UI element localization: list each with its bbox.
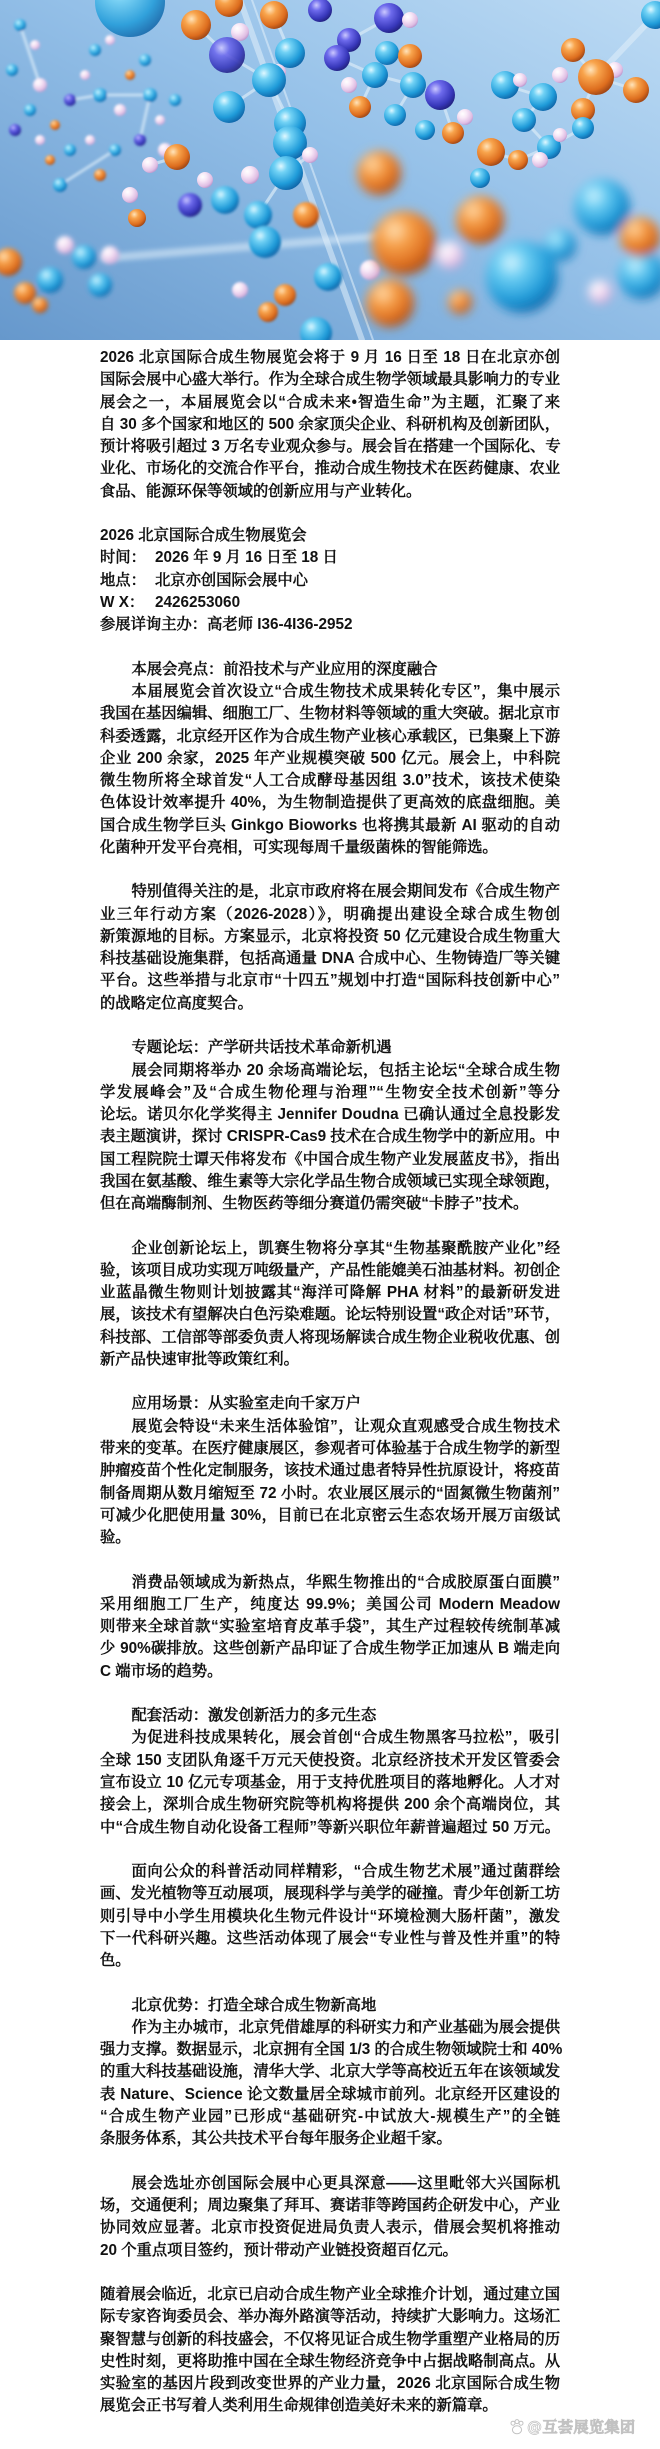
atom	[529, 83, 557, 111]
text-line: 消费品领域成为新热点，华熙生物推出的“合成胶原蛋白面膜”	[131, 1573, 560, 1591]
atom	[30, 40, 40, 50]
atom	[275, 38, 305, 68]
text-line: 画、发光植物等互动展项，展现科学与美学的碰撞。青少年创新工坊	[100, 1885, 560, 1903]
atom	[72, 245, 96, 269]
spacer	[100, 1972, 560, 1994]
info-row-venue	[100, 570, 560, 592]
text-line: 新策源地的目标。方案显示，北京将投资 50 亿元建设合成生物重大	[100, 927, 560, 945]
atom	[258, 302, 278, 322]
atom	[35, 135, 45, 145]
atom	[513, 73, 527, 87]
text-line: 带来的变革。在医疗健康展区，参观者可体验基于合成生物学的新型	[100, 1440, 560, 1458]
atom	[578, 59, 614, 95]
text-line: 展会同期将举办 20 余场高端论坛，包括主论坛“全球合成生物	[131, 1061, 560, 1079]
atom	[508, 150, 528, 170]
atom	[142, 157, 158, 173]
spacer	[100, 503, 560, 525]
text-line: 自 30 多个国家和地区的 500 余家顶尖企业、科研机构及创新团队，	[100, 415, 560, 433]
watermark-text: @互荟展览集团	[527, 2418, 636, 2436]
text-line: 聚智慧与创新的科技盛会，不仅将见证合成生物学重塑产业格局的历	[100, 2330, 560, 2348]
atom	[169, 94, 181, 106]
section-highlights	[100, 659, 560, 1015]
section-heading: 北京优势：打造全球合成生物新高地	[131, 1996, 377, 2014]
atom	[128, 209, 146, 227]
text-line: 为促进科技成果转化，展会首创“合成生物黑客马拉松”，吸引	[131, 1729, 560, 1747]
intro-paragraph	[100, 347, 560, 503]
paragraph	[100, 1060, 560, 1216]
atom	[349, 96, 371, 118]
text-line: 国合成生物学巨头 Ginkgo Bioworks 也将携其最新 AI 驱动的自动	[100, 816, 560, 834]
atom	[114, 104, 126, 116]
atom	[553, 128, 567, 142]
spacer	[100, 636, 560, 658]
atom	[366, 279, 414, 327]
atom	[252, 63, 286, 97]
spacer	[100, 2262, 560, 2284]
section-applications	[100, 1393, 560, 1682]
atom	[143, 88, 157, 102]
atom	[470, 168, 490, 188]
atom	[588, 280, 612, 304]
atom	[415, 120, 435, 140]
section-forums	[100, 1037, 560, 1371]
atom	[532, 152, 548, 168]
atom	[14, 282, 36, 304]
atom	[244, 201, 272, 229]
atom	[273, 126, 307, 160]
atom	[181, 10, 211, 40]
atom	[155, 115, 165, 125]
atom	[197, 172, 213, 188]
paragraph	[100, 1238, 560, 1372]
text-line: 接会上，深圳合成生物研究院等机构将提供 200 余个高端岗位，其	[100, 1796, 560, 1814]
atom	[491, 71, 519, 99]
info-row-contact	[100, 614, 560, 636]
atom	[402, 12, 418, 28]
atom	[164, 144, 190, 170]
paragraph	[100, 1416, 560, 1550]
atom	[101, 246, 119, 264]
atom	[456, 196, 504, 244]
text-line: 制备周期从数月缩短至 72 小时。农业展区展示的“固氮微生物菌剂”	[100, 1484, 560, 1502]
info-label: 时间：	[100, 549, 146, 567]
atom	[232, 282, 248, 298]
atom	[109, 144, 121, 156]
text-line: 面向公众的科普活动同样精彩，“合成生物艺术展”通过菌群绘	[131, 1863, 560, 1881]
text-line: 本届展览会首次设立“合成生物技术成果转化专区”，集中展示	[131, 682, 560, 700]
text-line: 验，该项目成功实现万吨级量产，产品性能媲美石油基材料。初创企	[100, 1261, 560, 1279]
atom	[384, 104, 406, 126]
spacer	[100, 1683, 560, 1705]
atom	[6, 64, 18, 76]
atom	[89, 44, 101, 56]
info-label: 地点：	[100, 571, 146, 589]
text-line: 则带来全球首款“实验室培育皮革手袋”，其生产过程较传统制革减	[100, 1618, 560, 1636]
atom	[105, 35, 115, 45]
spacer	[100, 1015, 560, 1037]
text-line: 中“合成生物自动化设备工程师”等新兴职位年薪普遍超过 50 万元。	[100, 1818, 560, 1836]
text-line: 展览会正书写着人类利用生命规律创造美好未来的新篇章。	[100, 2397, 498, 2415]
text-line: 协同效应显著。北京市投资促进局负责人表示，借展会契机将推动	[100, 2219, 560, 2237]
atom	[93, 88, 107, 102]
section-heading: 应用场景：从实验室走向千家万户	[131, 1395, 361, 1413]
text-line: 则引导中小学生用模块化生物元件设计“环境检测大肠杆菌”，激发	[100, 1907, 560, 1925]
info-value: 2026 年 9 月 16 日至 18 日	[155, 549, 338, 567]
text-line: 肿瘤疫苗个性化定制服务，该技术通过患者特异性抗原设计，将疫苗	[100, 1462, 560, 1480]
atom	[125, 70, 135, 80]
text-line: 食品、能源环保等领域的创新应用与产业转化。	[100, 482, 422, 500]
atom	[64, 94, 76, 106]
text-line: 化菌种开发平台亮相，可实现每周千量级菌株的智能筛选。	[100, 838, 498, 856]
spacer	[100, 2151, 560, 2173]
text-line: 表主题演讲，探讨 CRISPR-Cas9 技术在合成生物学中的新应用。中	[100, 1128, 560, 1146]
atom	[436, 241, 464, 269]
text-line: 强力支撑。数据显示，北京拥有全国 1/3 的合成生物领域院士和 40%	[100, 2041, 563, 2059]
text-line: 企业创新论坛上，凯赛生物将分享其“生物基聚酰胺产业化”经	[131, 1239, 560, 1257]
text-line: 展，该技术有望解决白色污染难题。论坛特别设置“政企对话”环节，	[100, 1306, 560, 1324]
text-line: 20 个重点项目签约，预计带动产业链投资超百亿元。	[100, 2241, 458, 2259]
atom	[269, 156, 303, 190]
info-label: 参展详询主办：	[100, 616, 208, 634]
atom	[37, 267, 63, 293]
atom	[122, 187, 138, 203]
text-line: 展会之一，本届展览会以“合成未来•智造生命”为主题，汇聚了来	[100, 393, 560, 411]
section-heading: 本展会亮点：前沿技术与产业应用的深度融合	[131, 660, 438, 678]
info-value: 2426253060	[155, 593, 241, 611]
atom	[85, 135, 95, 145]
atom	[56, 236, 74, 254]
atom	[249, 226, 281, 258]
paw-icon	[509, 2419, 525, 2435]
atom	[457, 109, 473, 125]
atom	[32, 297, 48, 313]
text-line: 表 Nature、Science 论文数量居全球城市前列。北京经开区建设的	[100, 2085, 560, 2103]
text-line: 史性时刻，更将助推中国在全球生物经济竞争中占据战略制高点。从	[100, 2352, 560, 2370]
atom	[178, 193, 202, 217]
text-line: 2026 北京国际合成生物展览会将于 9 月 16 日至 18 日在北京亦创	[100, 349, 560, 366]
atom	[211, 186, 239, 214]
atom	[260, 1, 288, 29]
section-activities	[100, 1705, 560, 1972]
atom	[341, 77, 357, 93]
atom	[374, 3, 404, 33]
text-line: 下一代科研兴趣。这些活动体现了展会“专业性与普及性并重”的特	[100, 1929, 560, 1947]
atom	[50, 120, 60, 130]
text-line: 展览会特设“未来生活体验馆”，让观众直观感受合成生物技术	[131, 1417, 560, 1435]
atom	[572, 117, 594, 139]
watermark	[509, 2418, 636, 2435]
text-line: C 端市场的趋势。	[100, 1662, 223, 1680]
info-value: 高老师 I36-4I36-2952	[207, 616, 353, 634]
info-value: 北京亦创国际会展中心	[155, 571, 308, 589]
text-line: 色。	[100, 1952, 131, 1970]
text-line: 际专家咨询委员会、举办海外路演等活动，持续扩大影响力。这场汇	[100, 2308, 560, 2326]
atom	[398, 44, 422, 68]
text-line: 国际会展中心盛大举行。作为全球合成生物学领域最具影响力的专业	[100, 371, 560, 389]
atom	[360, 260, 380, 280]
text-line: 验。	[100, 1529, 131, 1547]
info-row-wechat	[100, 592, 560, 614]
atom	[314, 263, 342, 291]
atom	[293, 202, 319, 228]
atom	[33, 78, 47, 92]
atom	[442, 122, 464, 144]
text-line: 全球 150 支团队角逐千万元天使投资。北京经济技术开发区管委会	[100, 1751, 560, 1769]
section-heading: 专题论坛：产学研共话技术革命新机遇	[131, 1039, 392, 1057]
spacer	[100, 1549, 560, 1571]
text-line: 企业 200 余家，2025 年产业规模突破 500 亿元。展会上，中科院	[100, 749, 560, 767]
atom	[620, 217, 660, 257]
atom	[372, 211, 436, 275]
text-line: 论坛。诺贝尔化学奖得主 Jennifer Doudna 已确认通过全息投影发	[100, 1106, 560, 1124]
section-beijing-advantage	[100, 1995, 563, 2262]
paragraph	[100, 1727, 560, 1838]
atom	[357, 151, 401, 195]
atom	[561, 38, 585, 62]
atom	[9, 124, 21, 136]
atom	[400, 72, 426, 98]
text-line: 的战略定位高度契合。	[100, 994, 253, 1012]
atom	[94, 169, 106, 181]
article-body	[100, 347, 563, 2418]
text-line: 采用细胞工厂生产，纯度达 99.9%；美国公司 Modern Meadow	[100, 1595, 560, 1613]
text-line: 可减少化肥使用量 30%，目前已在北京密云生态农场开展万亩级试	[100, 1506, 560, 1524]
spacer	[100, 1371, 560, 1393]
spacer	[100, 1215, 560, 1237]
paragraph	[100, 681, 560, 859]
text-line: 我国在基因编辑、细胞工厂、生物材料等领域的重大突破。据北京市	[100, 705, 560, 723]
text-line: 国工程院院士谭天伟将发布《中国合成生物产业发展蓝皮书》，指出	[100, 1150, 560, 1168]
atom	[623, 77, 649, 103]
text-line: 宣布设立 10 亿元专项基金，用于支持优胜项目的落地孵化。人才对	[100, 1774, 560, 1791]
section-heading: 配套活动：激发创新活力的多元生态	[131, 1707, 377, 1725]
atom	[375, 41, 399, 65]
text-line: 展会选址亦创国际会展中心更具深意——这里毗邻大兴国际机	[131, 2174, 560, 2192]
closing-paragraph	[100, 2284, 560, 2418]
atom	[477, 138, 505, 166]
text-line: 科技基础设施集群，包括高通量 DNA 合成中心、生物铸造厂等关键	[100, 950, 560, 968]
atom	[134, 134, 146, 146]
text-line: 微生物所将全球首发“人工合成酵母基因组 3.0”技术，该技术使染	[100, 772, 560, 790]
paragraph	[100, 2017, 563, 2151]
paragraph	[100, 2173, 560, 2262]
info-label: W X：	[100, 593, 145, 611]
text-line: 的重大科技基础设施，清华大学、北京大学等高校近五年在该领域发	[100, 2063, 560, 2081]
text-line: 业蓝晶微生物则计划披露其“海洋可降解 PHA 材料”的最新研发进	[100, 1284, 560, 1302]
text-line: 平台。这些举措与北京市“十四五”规划中打造“国际科技创新中心”	[100, 972, 560, 990]
atom	[24, 104, 36, 116]
spacer	[100, 1839, 560, 1861]
atom	[213, 91, 245, 123]
paragraph	[100, 1861, 560, 1972]
atom	[574, 179, 630, 235]
text-line: 少 90%碳排放。这些创新产品印证了合成生物学正加速从 B 端走向	[100, 1640, 560, 1658]
text-line: 条服务体系，其公共技术平台每年服务企业超千家。	[100, 2130, 452, 2148]
atom	[45, 155, 55, 165]
text-line: 色体设计效率提升 40%，为生物制造提供了更高效的底盘细胞。美	[100, 794, 560, 812]
text-line: 随着展会临近，北京已启动合成生物产业全球推介计划，通过建立国	[100, 2286, 560, 2304]
paragraph	[100, 1572, 560, 1683]
atom	[302, 147, 318, 163]
event-info	[100, 525, 560, 636]
event-info-title: 2026 北京国际合成生物展览会	[100, 527, 307, 545]
atom	[241, 166, 259, 184]
text-line: 但在高端酶制剂、生物医药等细分赛道仍需突破“卡脖子”技术。	[100, 1195, 529, 1213]
atom	[486, 241, 558, 313]
text-line: 学发展峰会”及“合成生物伦理与治理”“生物安全技术创新”等分	[100, 1083, 560, 1101]
text-line: 我国在氨基酸、维生素等大宗化学品生物合成领域已实现全球领跑，	[100, 1172, 560, 1190]
text-line: 实验室的基因片段到改变世界的产业力量，2026 北京国际合成生物	[100, 2375, 560, 2393]
atom	[53, 178, 67, 192]
text-line: “合成生物产业园”已形成“基础研究-中试放大-规模生产”的全链	[100, 2107, 560, 2125]
text-line: 业三年行动方案（2026-2028）》，明确提出建设全球合成生物创	[100, 905, 560, 923]
atom	[139, 54, 151, 66]
hero-image	[0, 0, 660, 340]
text-line: 预计将吸引超过 3 万名专业观众参与。展会旨在搭建一个国际化、专	[100, 438, 561, 456]
text-line: 作为主办城市，北京凭借雄厚的科研实力和产业基础为展会提供	[131, 2018, 560, 2036]
text-line: 业化、市场化的交流合作平台，推动合成生物技术在医药健康、农业	[100, 460, 560, 478]
atom	[14, 19, 26, 31]
text-line: 场，交通便利；周边聚集了拜耳、赛诺菲等跨国药企研发中心，产业	[100, 2197, 560, 2215]
atom	[552, 67, 568, 83]
paragraph	[100, 881, 560, 1015]
atom	[80, 70, 90, 80]
spacer	[100, 859, 560, 881]
text-line: 科技部、工信部等部委负责人将现场解读合成生物企业税收优惠、创	[100, 1328, 560, 1346]
atom	[448, 290, 472, 314]
atom	[324, 45, 350, 71]
atom	[64, 144, 76, 156]
atom	[512, 108, 536, 132]
atom	[209, 37, 245, 73]
text-line: 科委透露，北京经开区作为合成生物产业核心承载区，已集聚上下游	[100, 727, 560, 745]
atom	[88, 273, 112, 297]
text-line: 特别值得关注的是，北京市政府将在展会期间发布《合成生物产	[131, 883, 560, 901]
info-row-time	[100, 547, 560, 569]
atom	[425, 80, 455, 110]
atom	[274, 284, 296, 306]
text-line: 新产品快速审批等政策红利。	[100, 1350, 299, 1368]
atom	[362, 62, 388, 88]
